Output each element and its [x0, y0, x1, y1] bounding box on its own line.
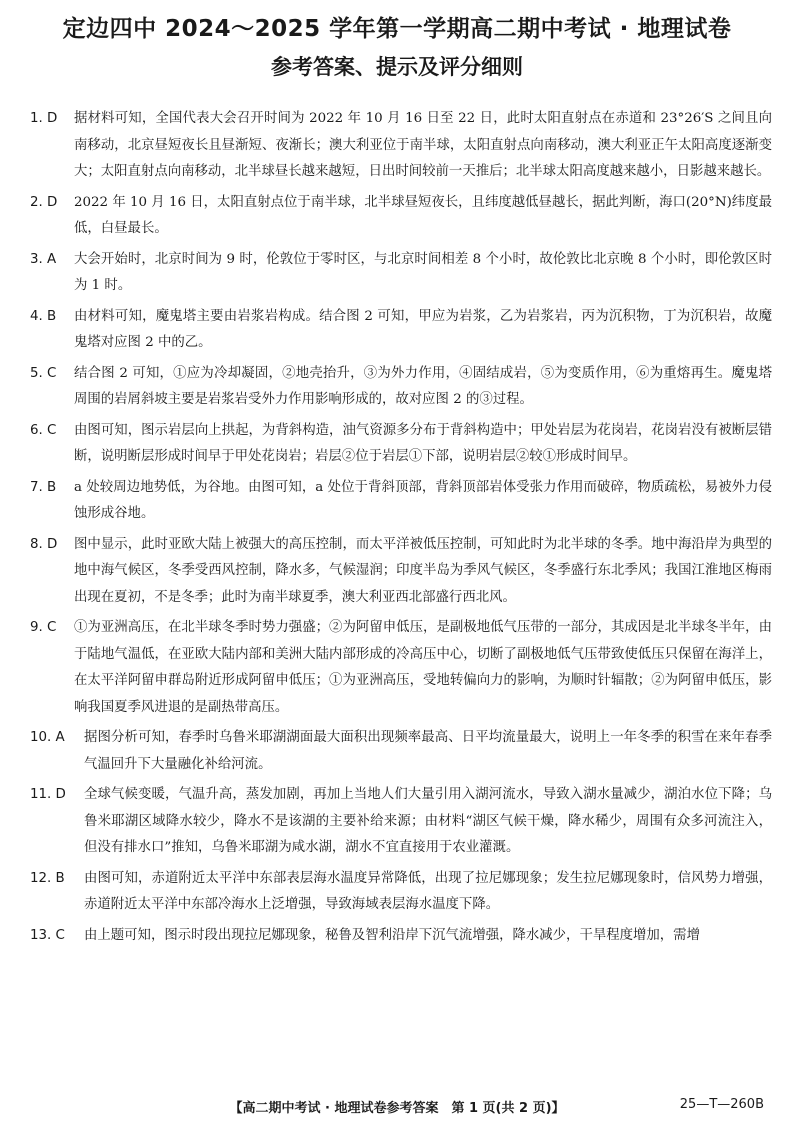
answer-number: 9. C — [30, 620, 57, 635]
answer-text: 全球气候变暖，气温升高，蒸发加剧，再加上当地人们大量引用入湖河流水，导致入湖水量减少，湖泊水位下降；乌鲁米耶湖区域降水较少，降水不是该湖的主要补给来源；由材料“湖区气候干燥，降水稀少，周围有众多河流注入，但没有排水口”推知，乌鲁米耶湖为咸水湖，湖水不宜直接用于农业灌溉。 — [84, 787, 772, 855]
answer-item-1 — [30, 106, 772, 186]
answer-list — [30, 106, 772, 953]
answer-item-13 — [30, 923, 772, 950]
answer-text: ①为亚洲高压，在北半球冬季时势力强盛；②为阿留申低压，是副极地低气压带的一部分，其成因是北半球冬半年，由于陆地气温低，在亚欧大陆内部和美洲大陆内部形成的冷高压中心，切断了副极地低气压带致使低压只保留在海洋上，在太平洋阿留申群岛附近形成阿留申低压；①为亚洲高压，受地转偏向力的影响，为顺时针辐散；②为阿留申低压，影响我国夏季风进退的是副热带高压。 — [74, 620, 772, 715]
answer-text: 图中显示，此时亚欧大陆上被强大的高压控制，而太平洋被低压控制，可知此时为北半球的冬季。地中海沿岸为典型的地中海气候区，冬季受西风控制，降水多，气候湿润；印度半岛为季风气候区，冬季盛行东北季风；我国江淮地区梅雨出现在夏初，不是冬季；此时为南半球夏季，澳大利亚西北部盛行西北风。 — [74, 536, 772, 605]
answer-item-10 — [30, 725, 772, 778]
answer-item-4 — [30, 304, 772, 357]
answer-item-7 — [30, 475, 772, 528]
answer-text: 结合图 2 可知，①应为冷却凝固，②地壳抬升，③为外力作用，④固结成岩，⑤为变质作用，⑥为重熔再生。魔鬼塔周围的岩屑斜坡主要是岩浆岩受外力作用影响形成的，故对应图 2 的③过程。 — [74, 365, 772, 407]
answer-text: 据材料可知，全国代表大会召开时间为 2022 年 10 月 16 日至 22 日，此时太阳直射点在赤道和 23°26′S 之间且向南移动，北京昼短夜长且昼渐短、夜渐长；澳大利亚位于南半球，太阳直射点向南移动，澳大利亚正午太阳高度逐渐变大；太阳直射点向南移动，北半球昼长越来越短，日出时间较前一天推后；北半球太阳高度越来越小，日影越来越长。 — [74, 111, 772, 179]
answer-number: 5. C — [30, 365, 57, 381]
answer-item-5 — [30, 361, 772, 414]
answer-text: 由图可知，赤道附近太平洋中东部表层海水温度异常降低，出现了拉尼娜现象；发生拉尼娜现象时，信风势力增强，赤道附近太平洋中东部冷海水上泛增强，导致海域表层海水温度下降。 — [84, 870, 772, 912]
answer-item-6 — [30, 418, 772, 471]
page-subtitle: 参考答案、提示及评分细则 — [271, 55, 523, 79]
answer-text: a 处较周边地势低，为谷地。由图可知，a 处位于背斜顶部，背斜顶部岩体受张力作用而破碎，物质疏松，易被外力侵蚀形成谷地。 — [74, 479, 772, 521]
answer-number: 12. B — [30, 870, 65, 886]
answer-number: 13. C — [30, 927, 65, 943]
answer-item-8 — [30, 532, 772, 612]
answer-text: 由材料可知，魔鬼塔主要由岩浆岩构成。结合图 2 可知，甲应为岩浆，乙为岩浆岩，丙为沉积物，丁为沉积岩，故魔鬼塔对应图 2 中的乙。 — [74, 308, 772, 350]
answer-number: 10. A — [30, 730, 65, 745]
answer-number: 11. D — [30, 787, 66, 802]
answer-number: 3. A — [30, 251, 57, 267]
answer-text: 由上题可知，图示时段出现拉尼娜现象，秘鲁及智利沿岸下沉气流增强，降水减少，干旱程度增加，需增 — [84, 927, 700, 943]
answer-number: 2. D — [30, 194, 58, 210]
answer-text: 据图分析可知，春季时乌鲁米耶湖湖面最大面积出现频率最高、日平均流量最大，说明上一年冬季的积雪在来年春季气温回升下大量融化补给河流。 — [84, 730, 772, 772]
answer-number: 1. D — [30, 111, 58, 126]
footer-label: 【高二期中考试 · 地理试卷参考答案 第 1 页(共 2 页)】 — [229, 1101, 565, 1116]
answer-item-9 — [30, 615, 772, 721]
answer-item-3 — [30, 247, 772, 300]
answer-item-2 — [30, 190, 772, 243]
answer-number: 7. B — [30, 479, 57, 495]
answer-number: 6. C — [30, 422, 57, 438]
answer-item-12 — [30, 866, 772, 919]
answer-number: 4. B — [30, 308, 57, 324]
answer-number: 8. D — [30, 536, 58, 552]
answer-text: 由图可知，图示岩层向上拱起，为背斜构造，油气资源多分布于背斜构造中；甲处岩层为花岗岩，花岗岩没有被断层错断，说明断层形成时间早于甲处花岗岩；岩层②位于岩层①下部，说明岩层②较①形成时间早。 — [74, 422, 772, 464]
answer-text: 2022 年 10 月 16 日，太阳直射点位于南半球，北半球昼短夜长，且纬度越低昼越长，据此判断，海口(20°N)纬度最低，白昼最长。 — [74, 194, 772, 236]
answer-text: 大会开始时，北京时间为 9 时，伦敦位于零时区，与北京时间相差 8 个小时，故伦敦比北京晚 8 个小时，即伦敦区时为 1 时。 — [74, 251, 772, 293]
footer-code: 25—T—260B — [679, 1097, 764, 1112]
page-title: 定边四中 2024～2025 学年第一学期高二期中考试 · 地理试卷 — [62, 16, 732, 42]
answer-item-11 — [30, 782, 772, 862]
